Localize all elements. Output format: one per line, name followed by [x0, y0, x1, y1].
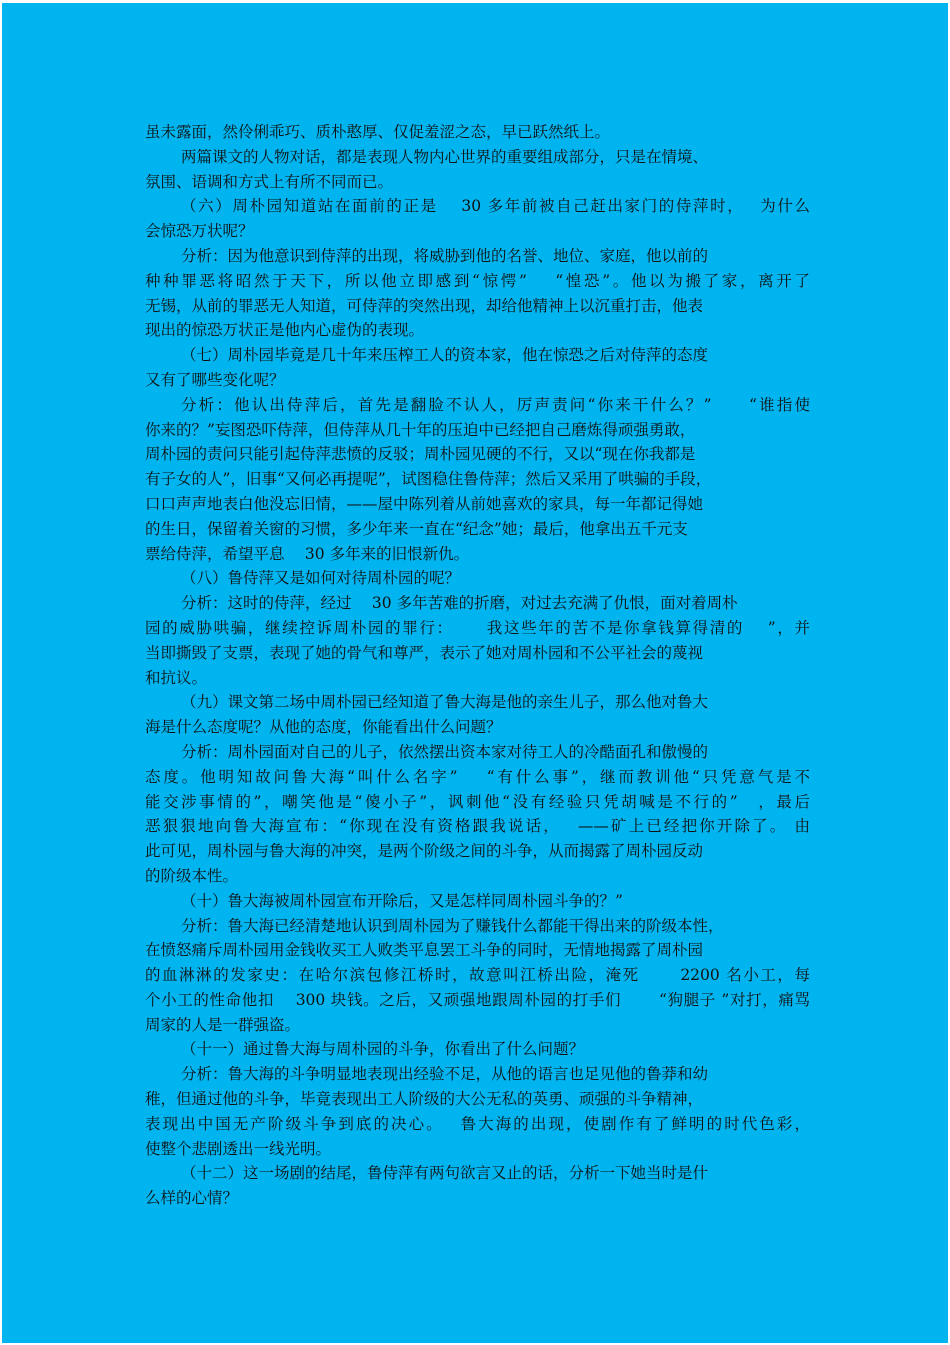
document-body — [145, 120, 810, 1211]
text-line: 态度。他明知故问鲁大海“叫什么名字” “有什么事”，继而教训他“只凭意气是不 — [145, 767, 810, 786]
text-line: 使整个悲剧透出一线光明。 — [145, 1139, 332, 1158]
text-line: 周朴园的责问只能引起侍萍悲愤的反驳；周朴园见硬的不行，又以“现在你我都是 — [145, 445, 696, 464]
text-line: 分析：周朴园面对自己的儿子，依然摆出资本家对待工人的冷酷面孔和傲慢的 — [181, 742, 709, 761]
text-line: 分析：这时的侍萍，经过 30 多年苦难的折磨，对过去充满了仇恨，面对着周朴 — [181, 594, 738, 613]
text-line: （九）课文第二场中周朴园已经知道了鲁大海是他的亲生儿子，那么他对鲁大 — [181, 693, 709, 712]
text-line: 和抗议。 — [145, 668, 208, 687]
text-line: 现出的惊恐万状正是他内心虚伪的表现。 — [145, 321, 425, 340]
text-line: 园的威胁哄骗，继续控诉周朴园的罪行： 我这些年的苦不是你拿钱算得清的 ”，并 — [145, 618, 810, 637]
text-line: 又有了哪些变化呢？ — [145, 370, 285, 389]
text-line: 种种罪恶将昭然于天下，所以他立即感到“惊愕” “惶恐”。他以为搬了家，离开了 — [145, 271, 810, 290]
text-line: 会惊恐万状呢？ — [145, 222, 254, 241]
text-line: （七）周朴园毕竟是几十年来压榨工人的资本家，他在惊恐之后对侍萍的态度 — [181, 346, 709, 365]
text-line: 分析：鲁大海已经清楚地认识到周朴园为了赚钱什么都能干得出来的阶级本性， — [181, 916, 724, 935]
text-line: 票给侍萍，希望平息 30 多年来的旧恨新仇。 — [145, 544, 470, 563]
document-page — [2, 3, 948, 1343]
text-line: 无锡，从前的罪恶无人知道，可侍萍的突然出现，却给他精神上以沉重打击，他表 — [145, 296, 704, 315]
text-line: 在愤怒痛斥周朴园用金钱收买工人败类平息罢工斗争的同时，无情地揭露了周朴园 — [145, 941, 704, 960]
text-line: 分析：他认出侍萍后，首先是翻脸不认人，厉声责问“你来干什么？” “谁指使 — [181, 395, 810, 414]
text-line: 此可见，周朴园与鲁大海的冲突，是两个阶级之间的斗争，从而揭露了周朴园反动 — [145, 842, 704, 861]
text-line: 表现出中国无产阶级斗争到底的决心。 鲁大海的出现，使剧作有了鲜明的时代色彩， — [145, 1114, 810, 1133]
text-line: 两篇课文的人物对话，都是表现人物内心世界的重要组成部分，只是在情境、 — [181, 147, 709, 166]
text-line: （十一）通过鲁大海与周朴园的斗争，你看出了什么问题？ — [181, 1040, 585, 1059]
text-line: 周家的人是一群强盗。 — [145, 1015, 301, 1034]
text-line: （六）周朴园知道站在面前的正是 30 多年前被自己赶出家门的侍萍时， 为什么 — [181, 197, 810, 216]
text-line: 稚，但通过他的斗争，毕竟表现出工人阶级的大公无私的英勇、顽强的斗争精神， — [145, 1090, 704, 1109]
text-line: 个小工的性命他扣 300 块钱。之后，又顽强地跟周朴园的打手们 “狗腿子 ”对打，痛骂 — [145, 990, 810, 1009]
text-line: 分析：鲁大海的斗争明显地表现出经验不足，从他的语言也足见他的鲁莽和幼 — [181, 1065, 709, 1084]
text-line: 虽未露面，然伶俐乖巧、质朴憨厚、仅促羞涩之态，早已跃然纸上。 — [145, 123, 611, 141]
text-line: 的阶级本性。 — [145, 866, 239, 885]
text-line: 分析：因为他意识到侍萍的出现，将威胁到他的名誉、地位、家庭，他以前的 — [181, 246, 709, 265]
text-line: 的血淋淋的发家史：在哈尔滨包修江桥时，故意叫江桥出险，淹死 2200 名小工，每 — [145, 966, 810, 985]
text-line: （十）鲁大海被周朴园宣布开除后，又是怎样同周朴园斗争的？” — [181, 891, 623, 910]
text-line: 有子女的人”，旧事“又何必再提呢”，试图稳住鲁侍萍；然后又采用了哄骗的手段， — [145, 470, 712, 489]
text-line: 能交涉事情的”，嘲笑他是“傻小子”，讽刺他“没有经验只凭胡喊是不行的” ，最后 — [145, 792, 810, 811]
text-line: 的生日，保留着关窗的习惯，多少年来一直在“纪念”她；最后，他拿出五千元支 — [145, 519, 688, 538]
text-line: 口口声声地表白他没忘旧情，——屋中陈列着从前她喜欢的家具，每一年都记得她 — [145, 494, 704, 513]
text-line: 海是什么态度呢？从他的态度，你能看出什么问题？ — [145, 718, 502, 737]
text-line: 你来的？”妄图恐吓侍萍，但侍萍从几十年的压迫中已经把自己磨炼得顽强勇敢， — [145, 420, 696, 439]
text-line: （十二）这一场剧的结尾，鲁侍萍有两句欲言又止的话，分析一下她当时是什 — [181, 1164, 709, 1183]
text-line: 恶狠狠地向鲁大海宣布：“你现在没有资格跟我说话， ——矿上已经把你开除了。 由 — [145, 817, 810, 836]
text-line: （八）鲁侍萍又是如何对待周朴园的呢？ — [181, 569, 461, 588]
text-line: 氛围、语调和方式上有所不同而已。 — [145, 172, 394, 191]
text-line: 当即撕毁了支票，表现了她的骨气和尊严，表示了她对周朴园和不公平社会的蔑视 — [145, 643, 704, 662]
text-line: 么样的心情？ — [145, 1189, 239, 1208]
